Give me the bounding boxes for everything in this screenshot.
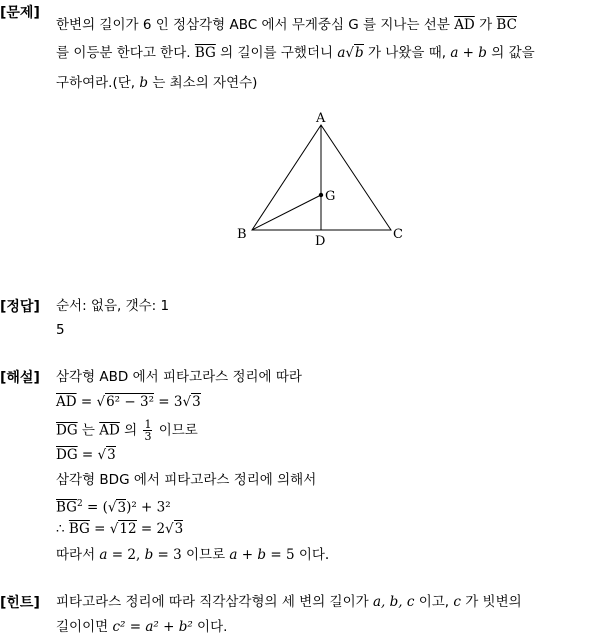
hint-text: 이다. (197, 619, 228, 635)
plus-sign: + (241, 547, 254, 563)
problem-text: 의 값을 (491, 45, 535, 61)
radicand: 3 (117, 499, 127, 516)
problem-text: 가 나왔을 때, (367, 45, 447, 61)
var-c: c (406, 594, 415, 610)
var-b: b (257, 547, 267, 563)
segment-dg: $\overline{DG}$ (56, 447, 78, 463)
solution-line-5: 삼각형 BDG 에서 피타고라스 정리에 의해서 (56, 472, 317, 488)
result: = 2 (136, 521, 166, 537)
hint-text: 이고, (418, 594, 450, 610)
hint-line-1 (56, 592, 522, 612)
problem-line-1 (56, 15, 517, 35)
exponent: 2 (76, 499, 83, 509)
problem-text: 한변의 길이가 6 인 정삼각형 ABC 에서 무게중심 G 를 지나는 선분 (56, 17, 450, 33)
segment-ad: $\overline{AD}$ (99, 422, 120, 439)
var-a: a (337, 45, 346, 61)
radicand: 6² − 3² (106, 394, 154, 410)
label-a: A (316, 111, 326, 126)
equals-sign: = (77, 447, 98, 463)
problem-line-2: 를 이등분 한다고 한다. $\overline{BG}$ 의 길이를 구했더니 a√b 가 나왔을 때, a + b 의 값을 (56, 45, 535, 61)
solution-line-2: $\overline{AD} = √6^2 - 3^2 = 3√3$ (56, 394, 201, 410)
hint-label: [힌트] (0, 595, 40, 611)
solution-line-1: 삼각형 ABD 에서 피타고라스 정리에 따라 (56, 369, 302, 385)
solution-line-8 (56, 545, 329, 565)
segment-bg: $\overline{BG}$ (68, 521, 90, 537)
fraction-denominator: 3 (144, 430, 152, 443)
label-b: B (237, 227, 247, 242)
expression: )² + 3² (126, 499, 171, 516)
pythagorean-formula: c² = a² + b² (112, 619, 193, 635)
var-a: a, (372, 594, 386, 610)
problem-text: 의 길이를 구했더니 (220, 45, 334, 61)
segment-bg: $\overline{BG}$ (194, 45, 216, 61)
solution-text: 는 (77, 422, 100, 439)
solution-text: 따라서 (56, 547, 96, 563)
answer-line-1: 순서: 없음, 갯수: 1 (56, 298, 170, 314)
problem-line-3 (56, 73, 257, 93)
problem-label: [문제] (0, 5, 40, 21)
solution-line-4: $\overline{DG} = √3$ (56, 447, 116, 463)
fraction-numerator: 1 (144, 418, 152, 431)
segment-bg: $\overline{BG}$ (56, 499, 77, 516)
segment-ad: $\overline{AD}$ (454, 17, 475, 33)
label-g: G (325, 189, 336, 204)
solution-label: [해설] (0, 370, 40, 386)
hint-text: 길이이면 (56, 619, 109, 635)
segment-bc: $\overline{BC}$ (496, 17, 517, 33)
segment-dg: $\overline{DG}$ (56, 422, 78, 439)
answer-value: 5 (56, 322, 65, 338)
label-c: C (393, 227, 403, 242)
solution-text: 이므로 (154, 422, 198, 439)
var-a: a (229, 547, 238, 563)
segment-ad: $\overline{AD}$ (56, 394, 77, 410)
answer-label: [정답] (0, 299, 40, 315)
hint-line-2 (56, 617, 227, 637)
hint-text: 가 빗변의 (465, 594, 522, 610)
radicand: 3 (192, 394, 201, 410)
var-b: b (139, 75, 149, 91)
radicand: 3 (174, 521, 184, 537)
value: = 2, (111, 547, 141, 563)
expr-a-plus-b: a + b (450, 45, 487, 61)
equals-sign: = ( (82, 499, 108, 516)
var-b: b (144, 547, 154, 563)
problem-text: 는 최소의 자연수) (152, 75, 258, 91)
solution-text: 의 (119, 422, 142, 439)
result: = 3 (154, 394, 183, 410)
var-a: a (99, 547, 108, 563)
var-b: b, (389, 594, 403, 610)
therefore-sign: ∴ (56, 521, 69, 537)
equals-sign: = (76, 394, 97, 410)
triangle-figure (230, 105, 410, 255)
hint-text: 피타고라스 정리에 따라 직각삼각형의 세 변의 길이가 (56, 594, 369, 610)
equals-sign: = (89, 521, 110, 537)
problem-text: 를 이등분 한다고 한다. (56, 45, 191, 61)
radicand: 12 (119, 521, 137, 537)
var-c: c (453, 594, 461, 610)
var-b: b (355, 45, 364, 61)
centroid-point (319, 193, 323, 197)
label-d: D (315, 234, 326, 249)
radicand: 3 (107, 447, 116, 463)
solution-line-7: ∴ $\overline{BG} = √12 = 2√3$ (56, 521, 184, 537)
segment-bg-line (252, 195, 321, 230)
value: = 3 이므로 (157, 547, 226, 563)
solution-line-6: $\overline{BG}^2 = (√3)^2 + 3^2$ (56, 499, 171, 516)
solution-line-3 (56, 419, 198, 442)
problem-text: 구하여라.(단, (56, 75, 136, 91)
problem-text: 가 (479, 17, 493, 33)
fraction-one-third (143, 419, 152, 442)
value: = 5 이다. (270, 547, 330, 563)
